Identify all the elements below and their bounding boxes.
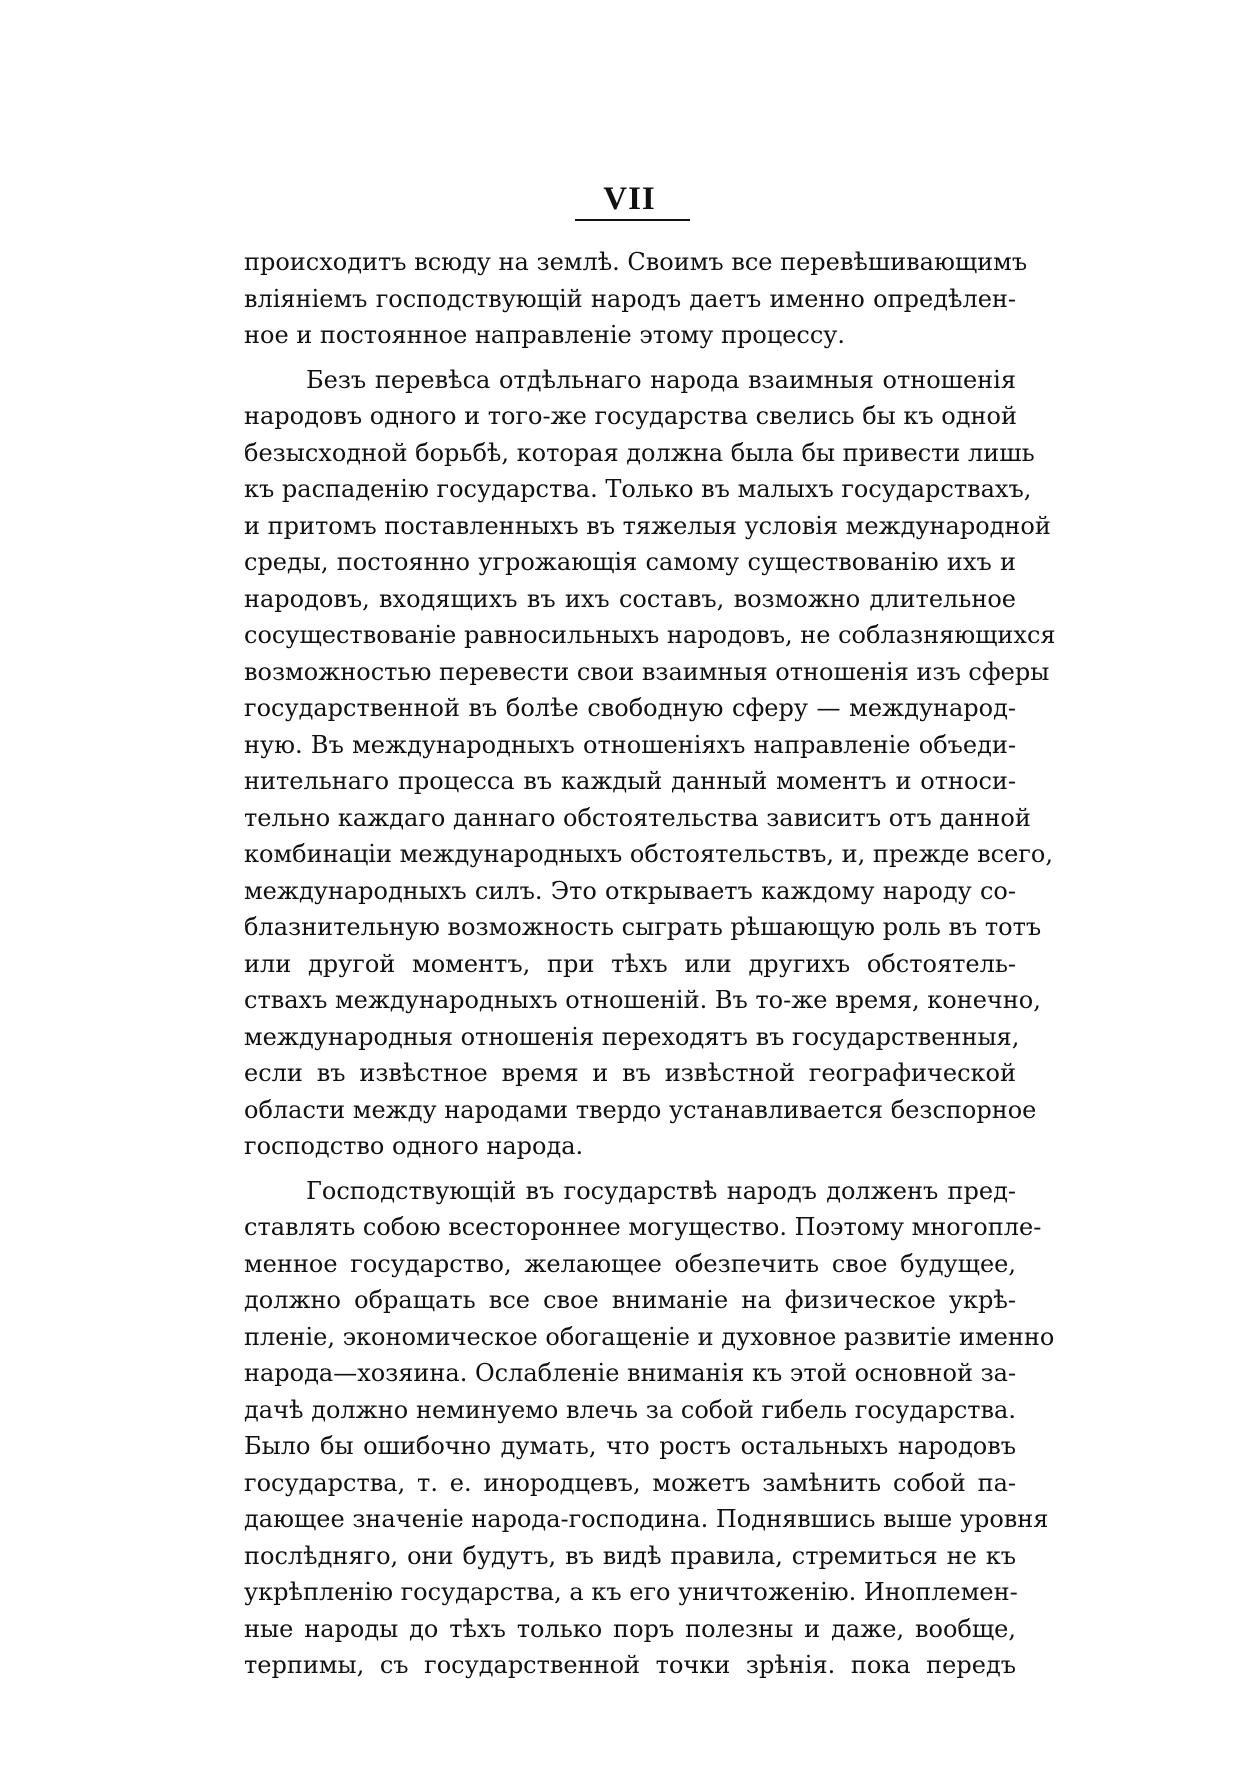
text-line: тельно каждаго даннаго обстоятельства зависитъ отъ данной [244,803,1031,832]
text-line: вліяніемъ господствующій народъ даетъ именно опредѣлен- [244,284,1016,313]
text-line: Безъ перевѣса отдѣльнаго народа взаимныя отношенія [306,365,1016,394]
text-line: и притомъ поставленныхъ въ тяжелыя условія международной [244,511,1051,540]
text-line: области между народами твердо устанавливается безспорное [244,1095,1037,1124]
paragraph-3 [244,1173,1055,1684]
paragraph-1 [244,244,1028,354]
text-line: должно обращать все свое вниманіе на физическое укрѣ- [244,1286,1016,1314]
text-line: международныхъ силъ. Это открываетъ каждому народу со- [244,876,1016,905]
text-line: ную. Въ международныхъ отношеніяхъ направленіе объеди- [244,730,1016,759]
text-line: ствахъ международныхъ отношеній. Въ то-же время, конечно, [244,986,1041,1014]
text-line: сосуществованіе равносильныхъ народовъ, не соблазняющихся [244,621,1056,649]
text-line: международныя отношенія переходятъ въ государственныя, [244,1022,1020,1051]
text-line: дачѣ должно неминуемо влечь за собой гибель государства. [244,1395,1016,1424]
text-line: если въ извѣстное время и въ извѣстной географической [244,1059,1016,1087]
text-line: народа—хозяина. Ослабленіе вниманія къ этой основной за- [244,1359,1017,1387]
text-line: народовъ одного и того-же государства свелись бы къ одной [244,402,1017,430]
page-header [0,183,1259,216]
text-line: ное и постоянное направленіе этому процессу. [244,321,846,349]
header-rule [575,219,690,221]
text-line: ные народы до тѣхъ только поръ полезны и даже, вообще, [244,1614,1016,1643]
text-line: господство одного народа. [244,1132,584,1160]
text-line: нительнаго процесса въ каждый данный моментъ и относи- [244,767,1016,795]
body-text [244,244,1056,1692]
text-line: государства, т. е. инородцевъ, можетъ замѣнить собой па- [244,1468,1016,1497]
text-line: менное государство, желающее обезпечить свое будущее, [244,1249,1016,1278]
text-line: происходитъ всюду на землѣ. Своимъ все перевѣшивающимъ [244,248,1028,276]
text-line: послѣдняго, они будутъ, въ видѣ правила, стремиться не къ [244,1541,1016,1570]
text-line: пленіе, экономическое обогащеніе и духовное развитіе именно [244,1322,1055,1351]
text-line: или другой моментъ, при тѣхъ или другихъ обстоятель- [244,949,1016,978]
text-line: народовъ, входящихъ въ ихъ составъ, возможно длительное [244,584,1016,613]
text-line: возможностью перевести свои взаимныя отношенія изъ сферы [244,657,1050,686]
text-line: дающее значеніе народа-господина. Поднявшись выше уровня [244,1505,1049,1533]
text-line: терпимы, съ государственной точки зрѣнія. пока передъ [244,1651,1016,1679]
page-number: VII [603,181,656,217]
text-line: безысходной борьбѣ, которая должна была бы привести лишь [244,438,1035,467]
text-line: среды, постоянно угрожающія самому существованію ихъ и [244,548,1016,576]
paragraph-2 [244,362,1056,1165]
text-line: комбинаціи международныхъ обстоятельствъ, и, прежде всего, [244,840,1053,868]
text-line: Господствующій въ государствѣ народъ долженъ пред- [306,1176,1016,1205]
text-line: къ распаденію государства. Только въ малыхъ государствахъ, [244,475,1032,503]
text-line: государственной въ болѣе свободную сферу — международ- [244,694,1016,722]
text-line: блазнительную возможность сыграть рѣшающую роль въ тотъ [244,913,1042,941]
text-line: Было бы ошибочно думать, что ростъ остальныхъ народовъ [244,1432,1016,1460]
text-line: ставлять собою всестороннее могущество. Поэтому многопле- [244,1213,1042,1241]
text-line: укрѣпленію государства, а къ его уничтоженію. Иноплемен- [244,1578,1018,1606]
